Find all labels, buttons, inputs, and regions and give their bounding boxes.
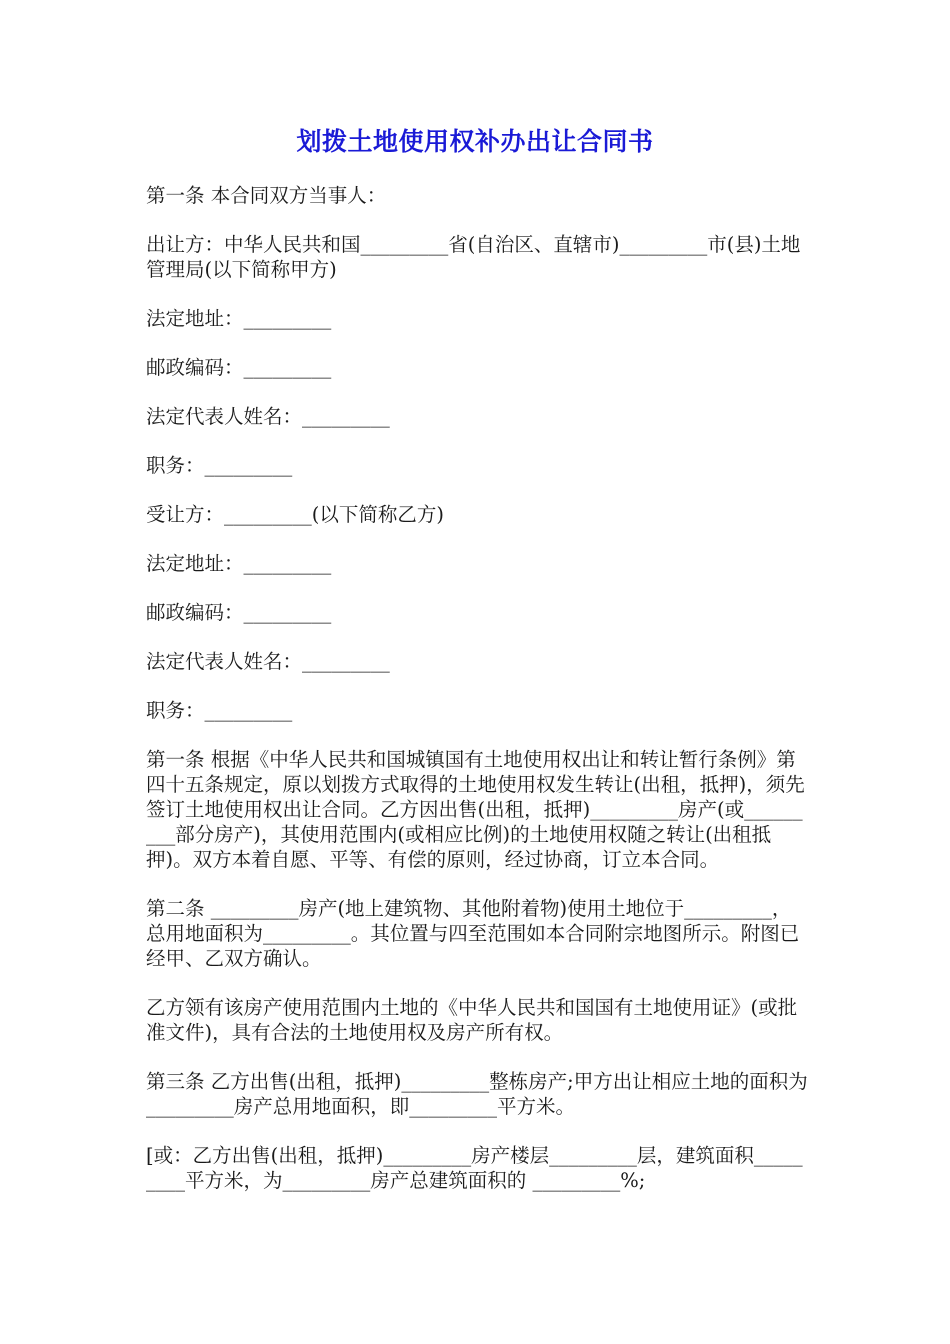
paragraph-article-2: 第二条 _________房产(地上建筑物、其他附着物)使用土地位于_________，总用地面积为_________。其位置与四至范围如本合同附宗地图所示。附图已经甲、乙双方确认。	[146, 897, 800, 970]
paragraph-grantee-postcode: 邮政编码：_________	[146, 601, 332, 624]
paragraph-grantor-postcode: 邮政编码：_________	[146, 356, 332, 379]
paragraph-grantor-address: 法定地址：_________	[146, 307, 332, 330]
paragraph-article-1-heading: 第一条 本合同双方当事人：	[146, 184, 387, 207]
paragraph-grantee-position: 职务：_________	[146, 699, 293, 722]
paragraph-land-certificate: 乙方领有该房产使用范围内土地的《中华人民共和国国有土地使用证》(或批准文件)，具有合法的土地使用权及房产所有权。	[146, 996, 798, 1044]
document-title: 划拨土地使用权补办出让合同书	[296, 127, 654, 156]
paragraph-grantor-position: 职务：_________	[146, 454, 293, 477]
paragraph-article-3: 第三条 乙方出售(出租，抵押)_________整栋房产;甲方出让相应土地的面积为_________房产总用地面积，即_________平方米。	[146, 1070, 808, 1118]
paragraph-grantor-representative: 法定代表人姓名：_________	[146, 405, 390, 428]
paragraph-article-3-alternative: [或：乙方出售(出租，抵押)_________房产楼层_________层，建筑面积_________平方米，为_________房产总建筑面积的 _________%;	[146, 1144, 803, 1192]
paragraph-grantee: 受让方：_________(以下简称乙方)	[146, 503, 444, 526]
paragraph-article-1-text: 第一条 根据《中华人民共和国城镇国有土地使用权出让和转让暂行条例》第四十五条规定，原以划拨方式取得的土地使用权发生转让(出租，抵押)，须先签订土地使用权出让合同。乙方因出售(出租，抵押)_________房产(或_________部分房产)，其使用范围内(或相应比例)的土地使用权随之转让(出租抵押)。双方本着自愿、平等、有偿的原则，经过协商，订立本合同。	[146, 748, 805, 871]
paragraph-grantee-representative: 法定代表人姓名：_________	[146, 650, 390, 673]
paragraph-grantee-address: 法定地址：_________	[146, 552, 332, 575]
paragraph-grantor: 出让方：中华人民共和国_________省(自治区、直辖市)_________市(县)土地管理局(以下简称甲方)	[146, 233, 801, 281]
document-body	[146, 183, 810, 1217]
